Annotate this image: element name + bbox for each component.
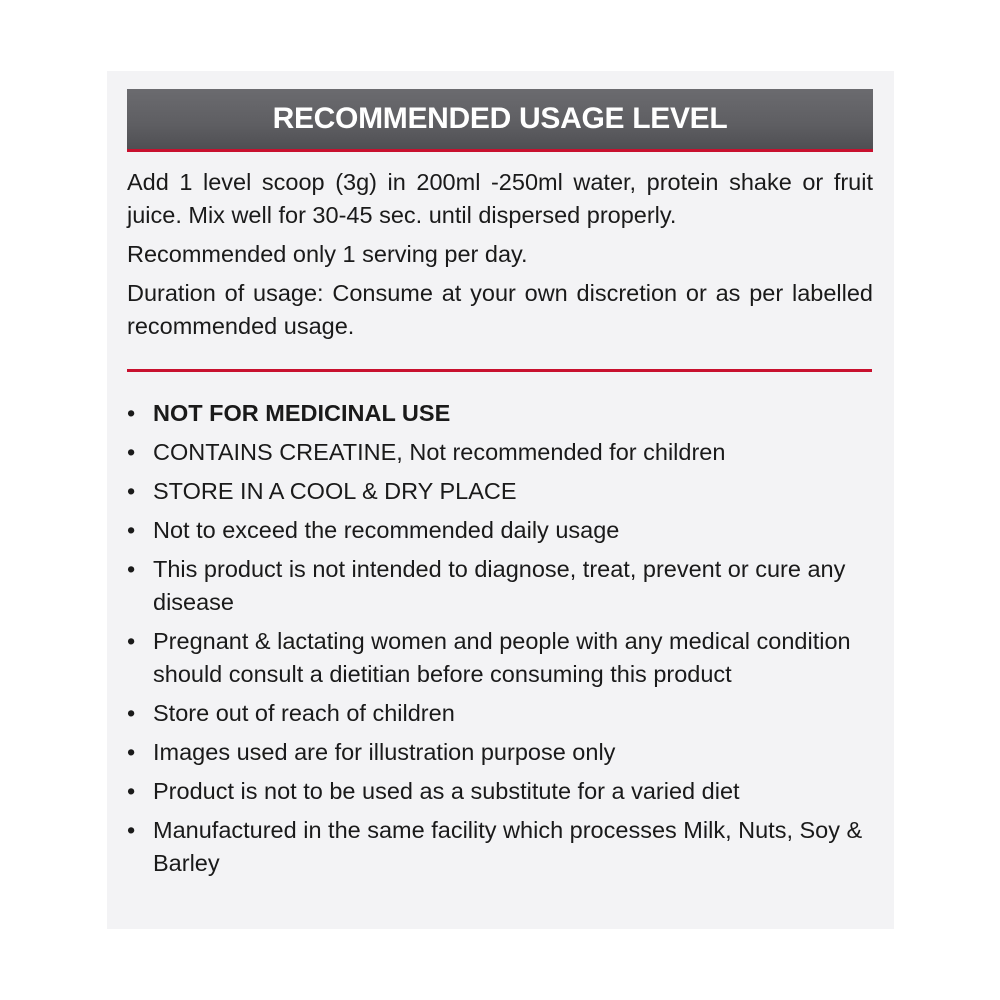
list-item bbox=[127, 814, 873, 880]
bullet-icon: • bbox=[127, 478, 136, 504]
list-item bbox=[127, 736, 873, 769]
usage-card bbox=[107, 71, 894, 929]
list-item bbox=[127, 475, 873, 508]
list-item-text: CONTAINS CREATINE, Not recommended for children bbox=[153, 439, 726, 465]
section-title: RECOMMENDED USAGE LEVEL bbox=[272, 102, 728, 135]
list-item-text: Not to exceed the recommended daily usage bbox=[153, 517, 620, 543]
bullet-icon: • bbox=[127, 556, 136, 582]
caution-list bbox=[127, 397, 873, 886]
bullet-icon: • bbox=[127, 739, 136, 765]
red-divider bbox=[127, 369, 872, 372]
list-item bbox=[127, 697, 873, 730]
usage-paragraph-dosage: Add 1 level scoop (3g) in 200ml -250ml water, protein shake or fruit juice. Mix well for 30-45 sec. until dispersed properly. bbox=[127, 169, 873, 228]
list-item bbox=[127, 775, 873, 808]
bullet-icon: • bbox=[127, 517, 136, 543]
list-item bbox=[127, 514, 873, 547]
bullet-icon: • bbox=[127, 628, 136, 654]
list-item-text: NOT FOR MEDICINAL USE bbox=[153, 400, 451, 426]
list-item-text: Manufactured in the same facility which processes Milk, Nuts, Soy & Barley bbox=[153, 817, 863, 876]
list-item bbox=[127, 625, 873, 691]
list-item-text: Pregnant & lactating women and people with any medical condition should consult a dietitian before consuming this product bbox=[153, 628, 851, 687]
list-item bbox=[127, 553, 873, 619]
usage-instructions bbox=[127, 166, 873, 349]
list-item-text: STORE IN A COOL & DRY PLACE bbox=[153, 478, 517, 504]
bullet-icon: • bbox=[127, 439, 136, 465]
list-item-text: This product is not intended to diagnose, treat, prevent or cure any disease bbox=[153, 556, 846, 615]
list-item bbox=[127, 397, 873, 430]
bullet-icon: • bbox=[127, 778, 136, 804]
list-item-text: Product is not to be used as a substitute for a varied diet bbox=[153, 778, 740, 804]
list-item-text: Images used are for illustration purpose only bbox=[153, 739, 616, 765]
bullet-icon: • bbox=[127, 400, 136, 426]
list-item bbox=[127, 436, 873, 469]
usage-paragraph-serving: Recommended only 1 serving per day. bbox=[127, 241, 528, 267]
bullet-icon: • bbox=[127, 700, 136, 726]
section-header bbox=[127, 89, 873, 152]
list-item-text: Store out of reach of children bbox=[153, 700, 455, 726]
bullet-icon: • bbox=[127, 817, 136, 843]
usage-paragraph-duration: Duration of usage: Consume at your own discretion or as per labelled recommended usage. bbox=[127, 280, 873, 339]
